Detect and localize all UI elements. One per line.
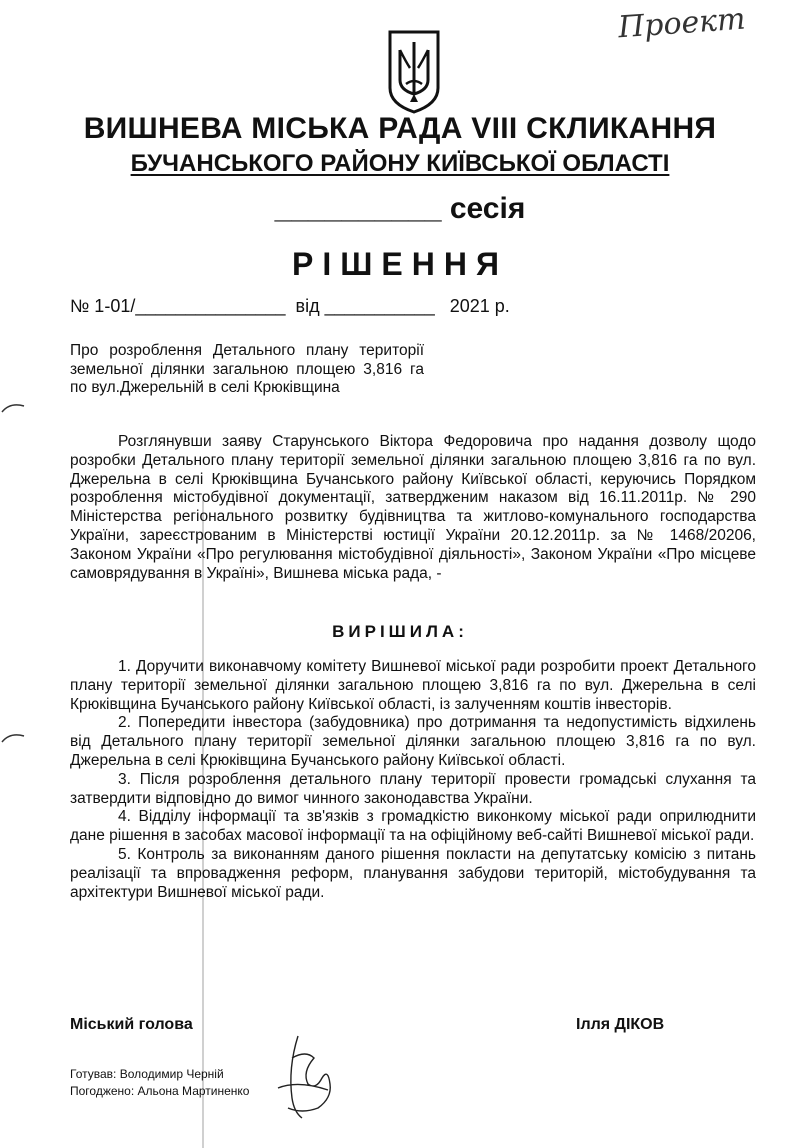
- prepared-by: Готував: Володимир Черній: [70, 1067, 224, 1081]
- trident-icon: [386, 28, 442, 114]
- decision-date: від ___________: [295, 296, 435, 316]
- decision-year: 2021 р.: [449, 296, 510, 316]
- decision-items: [70, 658, 756, 902]
- scan-margin-mark: [0, 398, 30, 418]
- decision-item: 2. Попередити інвестора (забудовника) про дотримання та недопустимість відхилень від Детального плану території земельної ділянки загальною площею 3,816 га по вул. Джерельна в селі Крюківщина Бучанського району Київської області.: [70, 714, 756, 769]
- agreed-by: Погоджено: Альона Мартиненко: [70, 1084, 250, 1098]
- preamble-paragraph: Розглянувши заяву Старунського Віктора Федоровича про надання дозволу щодо розробки Детального плану території земельної ділянки загальною площею 3,816 га по вул. Джерельна в селі Крюківщина Бучанського району Київської області, керуючись Порядком розроблення містобудівної документації, затвердженим наказом від 16.11.2011р. № 290 Міністерства регіонального розвитку будівництва та житлово-комунального господарства України, зареєстрованим в Міністерстві юстиції України 20.12.2011р. за № 1468/20206, Законом України «Про регулювання містобудівної діяльності», Законом України «Про місцеве самоврядування в Україні», Вишнева міська рада, -: [70, 433, 756, 582]
- decision-subject: Про розроблення Детального плану території земельної ділянки загальною площею 3,816 га по вул.Джерельній в селі Крюківщина: [70, 342, 424, 396]
- decision-item: 4. Відділу інформації та зв'язків з громадкістю виконкому міської ради оприлюднити дане рішення в засобах масової інформації та на офіційному веб-сайті Вишневої міської ради.: [70, 808, 756, 845]
- decision-item: 1. Доручити виконавчому комітету Вишневої міської ради розробити проект Детального плану території земельної ділянки загальною площею 3,816 га по вул. Джерельна в селі Крюківщина Бучанського району Київської області, із залученням коштів інвесторів.: [70, 658, 756, 713]
- resolved-heading: ВИРІШИЛА:: [332, 622, 468, 641]
- signatory-position: Міський голова: [70, 1016, 193, 1033]
- decision-item: 3. Після розроблення детального плану території провести громадські слухання та затвердити відповідно до вимог чинного законодавства України.: [70, 770, 756, 807]
- signatory-name: Ілля ДІКОВ: [576, 1016, 665, 1033]
- decision-number: № 1-01/_______________: [70, 296, 286, 316]
- draft-handwritten-label: Проект: [616, 1, 747, 46]
- district-title: [0, 150, 800, 178]
- decision-title: РІШЕННЯ: [292, 246, 508, 282]
- handwritten-signature: [258, 1028, 348, 1128]
- document-footer: [70, 1066, 249, 1100]
- scan-margin-mark: [0, 728, 30, 748]
- district-title-text: БУЧАНСЬКОГО РАЙОНУ КИЇВСЬКОЇ ОБЛАСТІ: [130, 150, 670, 177]
- council-title: ВИШНЕВА МІСЬКА РАДА VIII СКЛИКАННЯ: [83, 112, 717, 145]
- session-line: __________ сесія: [274, 192, 526, 225]
- decision-item: 5. Контроль за виконанням даного рішення покласти на депутатську комісію з питань реалізації та впровадження реформ, планування забудови територій, містобудування та архітектури Вишневої міської ради.: [70, 845, 756, 901]
- decision-number-line: [70, 296, 760, 317]
